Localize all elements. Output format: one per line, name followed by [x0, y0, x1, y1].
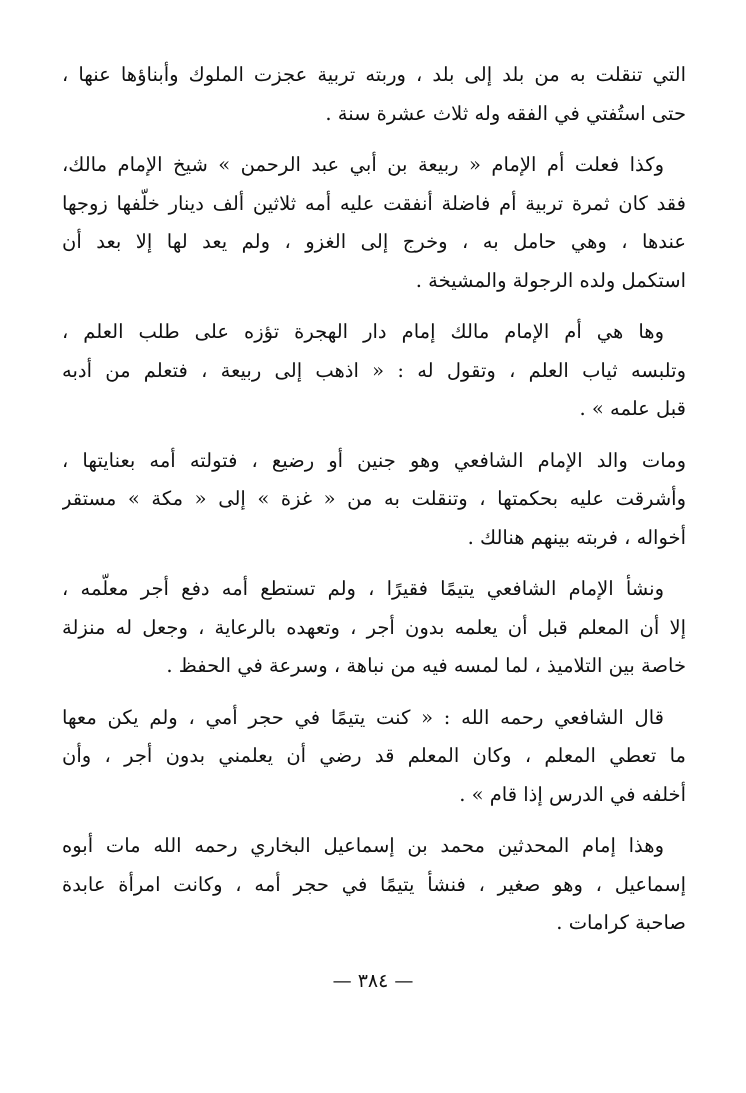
text-line: خاصة بين التلاميذ ، لما لمسه فيه من نباهة ، وسرعة في الحفظ . — [166, 654, 686, 677]
text-line: وكذا فعلت أم الإمام « ربيعة بن أبي عبد الرحمن » شيخ الإمام مالك، — [62, 153, 664, 176]
text-line: وتلبسه ثياب العلم ، وتقول له : « اذهب إلى ربيعة ، فتعلم من أدبه — [62, 358, 686, 382]
text-line: أخلفه في الدرس إذا قام » . — [459, 782, 686, 806]
text-line: وها هي أم الإمام مالك إمام دار الهجرة تؤزه على طلب العلم ، — [62, 320, 664, 343]
text-line: ونشأ الإمام الشافعي يتيمًا فقيرًا ، ولم تستطع أمه دفع أجر معلّمه ، — [62, 577, 664, 600]
page-number: — ٣٨٤ — — [332, 970, 414, 992]
text-line: عندها ، وهي حامل به ، وخرج إلى الغزو ، ولم يعد لها إلا بعد أن — [62, 230, 686, 253]
paragraph — [62, 313, 686, 429]
text-line: إلا أن المعلم قبل أن يعلمه بدون أجر ، وتعهده بالرعاية ، وجعل له منزلة — [62, 615, 686, 639]
text-line: إسماعيل ، وهو صغير ، فنشأ يتيمًا في حجر أمه ، وكانت امرأة عابدة — [62, 872, 686, 896]
text-line: التي تنقلت به من بلد إلى بلد ، وربته تربية عجزت الملوك وأبناؤها عنها ، — [62, 63, 686, 86]
paragraph — [62, 570, 686, 686]
text-line: ومات والد الإمام الشافعي وهو جنين أو رضيع ، فتولته أمه بعنايتها ، — [62, 448, 686, 472]
paragraph — [62, 442, 686, 558]
paragraph — [62, 56, 686, 133]
text-line: وأشرقت عليه بحكمتها ، وتنقلت به من « غزة » إلى « مكة » مستقر — [62, 487, 686, 510]
text-line: وهذا إمام المحدثين محمد بن إسماعيل البخاري رحمه الله مات أبوه — [62, 834, 664, 857]
text-line: قال الشافعي رحمه الله : « كنت يتيمًا في حجر أمي ، ولم يكن معها — [62, 705, 664, 729]
page-body — [62, 56, 686, 956]
paragraph — [62, 699, 686, 815]
text-line: حتى استُفتي في الفقه وله ثلاث عشرة سنة . — [325, 101, 686, 125]
text-line: استكمل ولده الرجولة والمشيخة . — [415, 268, 686, 292]
paragraph — [62, 146, 686, 300]
text-line: قبل علمه » . — [579, 397, 686, 420]
paragraph — [62, 827, 686, 943]
text-line: ما تعطي المعلم ، وكان المعلم قد رضي أن يعلمني بدون أجر ، وأن — [62, 744, 686, 767]
text-line: صاحبة كرامات . — [556, 911, 686, 934]
text-line: فقد كان ثمرة تربية أم فاضلة أنفقت عليه أمه ثلاثين ألف دينار خلّفها زوجها — [62, 191, 686, 215]
text-line: أخواله ، فربته بينهم هنالك . — [467, 525, 686, 549]
